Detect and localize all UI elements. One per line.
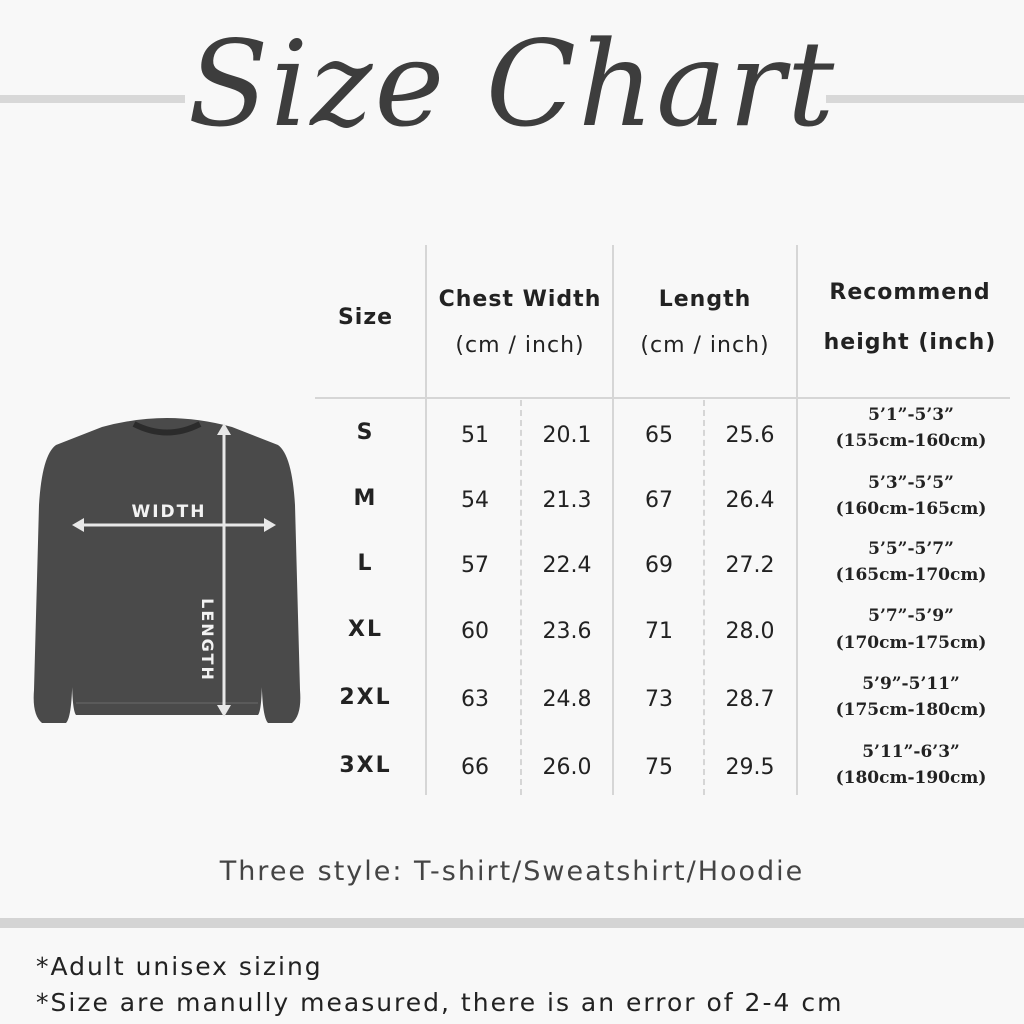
length-inch-cell: 26.4 xyxy=(725,488,775,513)
width-label: WIDTH xyxy=(131,502,207,522)
length-cm-cell: 67 xyxy=(645,488,673,513)
length-inch-cell: 29.5 xyxy=(725,755,775,780)
chest-inch-cell: 22.4 xyxy=(542,553,592,578)
col-divider xyxy=(796,245,798,795)
size-cell: M xyxy=(353,486,378,511)
length-cm-cell: 75 xyxy=(645,755,673,780)
sweatshirt-icon xyxy=(34,418,301,723)
chest-cm-cell: 60 xyxy=(461,619,489,644)
height-inch-cell: 5’3”-5’5” xyxy=(868,473,954,493)
height-inch-cell: 5’1”-5’3” xyxy=(868,405,954,425)
height-cm-cell: (175cm-180cm) xyxy=(835,700,987,720)
chest-cm-cell: 54 xyxy=(461,488,489,513)
styles-note: Three style: T-shirt/Sweatshirt/Hoodie xyxy=(219,856,805,887)
header-height-sub: height (inch) xyxy=(823,330,997,355)
sweatshirt-diagram xyxy=(30,415,305,730)
length-inch-cell: 25.6 xyxy=(725,423,775,448)
length-cm-cell: 71 xyxy=(645,619,673,644)
chest-cm-cell: 51 xyxy=(461,423,489,448)
size-cell: L xyxy=(357,551,374,576)
unit-divider xyxy=(520,400,522,795)
chest-cm-cell: 66 xyxy=(461,755,489,780)
header-divider xyxy=(315,397,1010,399)
chest-inch-cell: 21.3 xyxy=(542,488,592,513)
length-cm-cell: 73 xyxy=(645,687,673,712)
page-title: Size Chart xyxy=(187,15,837,153)
col-divider xyxy=(425,245,427,795)
length-inch-cell: 28.7 xyxy=(725,687,775,712)
chest-inch-cell: 26.0 xyxy=(542,755,592,780)
note-measurement: *Size are manully measured, there is an error of 2-4 cm xyxy=(36,988,844,1017)
height-cm-cell: (165cm-170cm) xyxy=(835,565,987,585)
height-cm-cell: (180cm-190cm) xyxy=(835,768,987,788)
length-label: LENGTH xyxy=(198,598,217,682)
chest-cm-cell: 63 xyxy=(461,687,489,712)
unit-divider xyxy=(703,400,705,795)
height-cm-cell: (170cm-175cm) xyxy=(835,633,987,653)
chest-inch-cell: 23.6 xyxy=(542,619,592,644)
height-inch-cell: 5’9”-5’11” xyxy=(862,674,960,694)
height-cm-cell: (155cm-160cm) xyxy=(835,431,987,451)
chest-cm-cell: 57 xyxy=(461,553,489,578)
footer-band xyxy=(0,918,1024,928)
col-divider xyxy=(612,245,614,795)
length-cm-cell: 69 xyxy=(645,553,673,578)
header-height: Recommend xyxy=(829,280,991,305)
chest-inch-cell: 24.8 xyxy=(542,687,592,712)
height-inch-cell: 5’7”-5’9” xyxy=(868,606,954,626)
note-sizing: *Adult unisex sizing xyxy=(36,952,323,981)
header-chest-units: (cm / inch) xyxy=(455,333,585,358)
height-cm-cell: (160cm-165cm) xyxy=(835,499,987,519)
chest-inch-cell: 20.1 xyxy=(542,423,592,448)
header-length-units: (cm / inch) xyxy=(640,333,770,358)
height-inch-cell: 5’5”-5’7” xyxy=(868,539,954,559)
header-length: Length xyxy=(658,287,752,312)
size-cell: 2XL xyxy=(339,685,392,710)
size-cell: XL xyxy=(348,617,383,642)
length-cm-cell: 65 xyxy=(645,423,673,448)
header-chest: Chest Width xyxy=(438,287,602,312)
size-cell: 3XL xyxy=(339,753,392,778)
length-inch-cell: 27.2 xyxy=(725,553,775,578)
length-inch-cell: 28.0 xyxy=(725,619,775,644)
height-inch-cell: 5’11”-6’3” xyxy=(862,742,960,762)
header-size: Size xyxy=(337,305,394,330)
size-cell: S xyxy=(356,420,375,445)
